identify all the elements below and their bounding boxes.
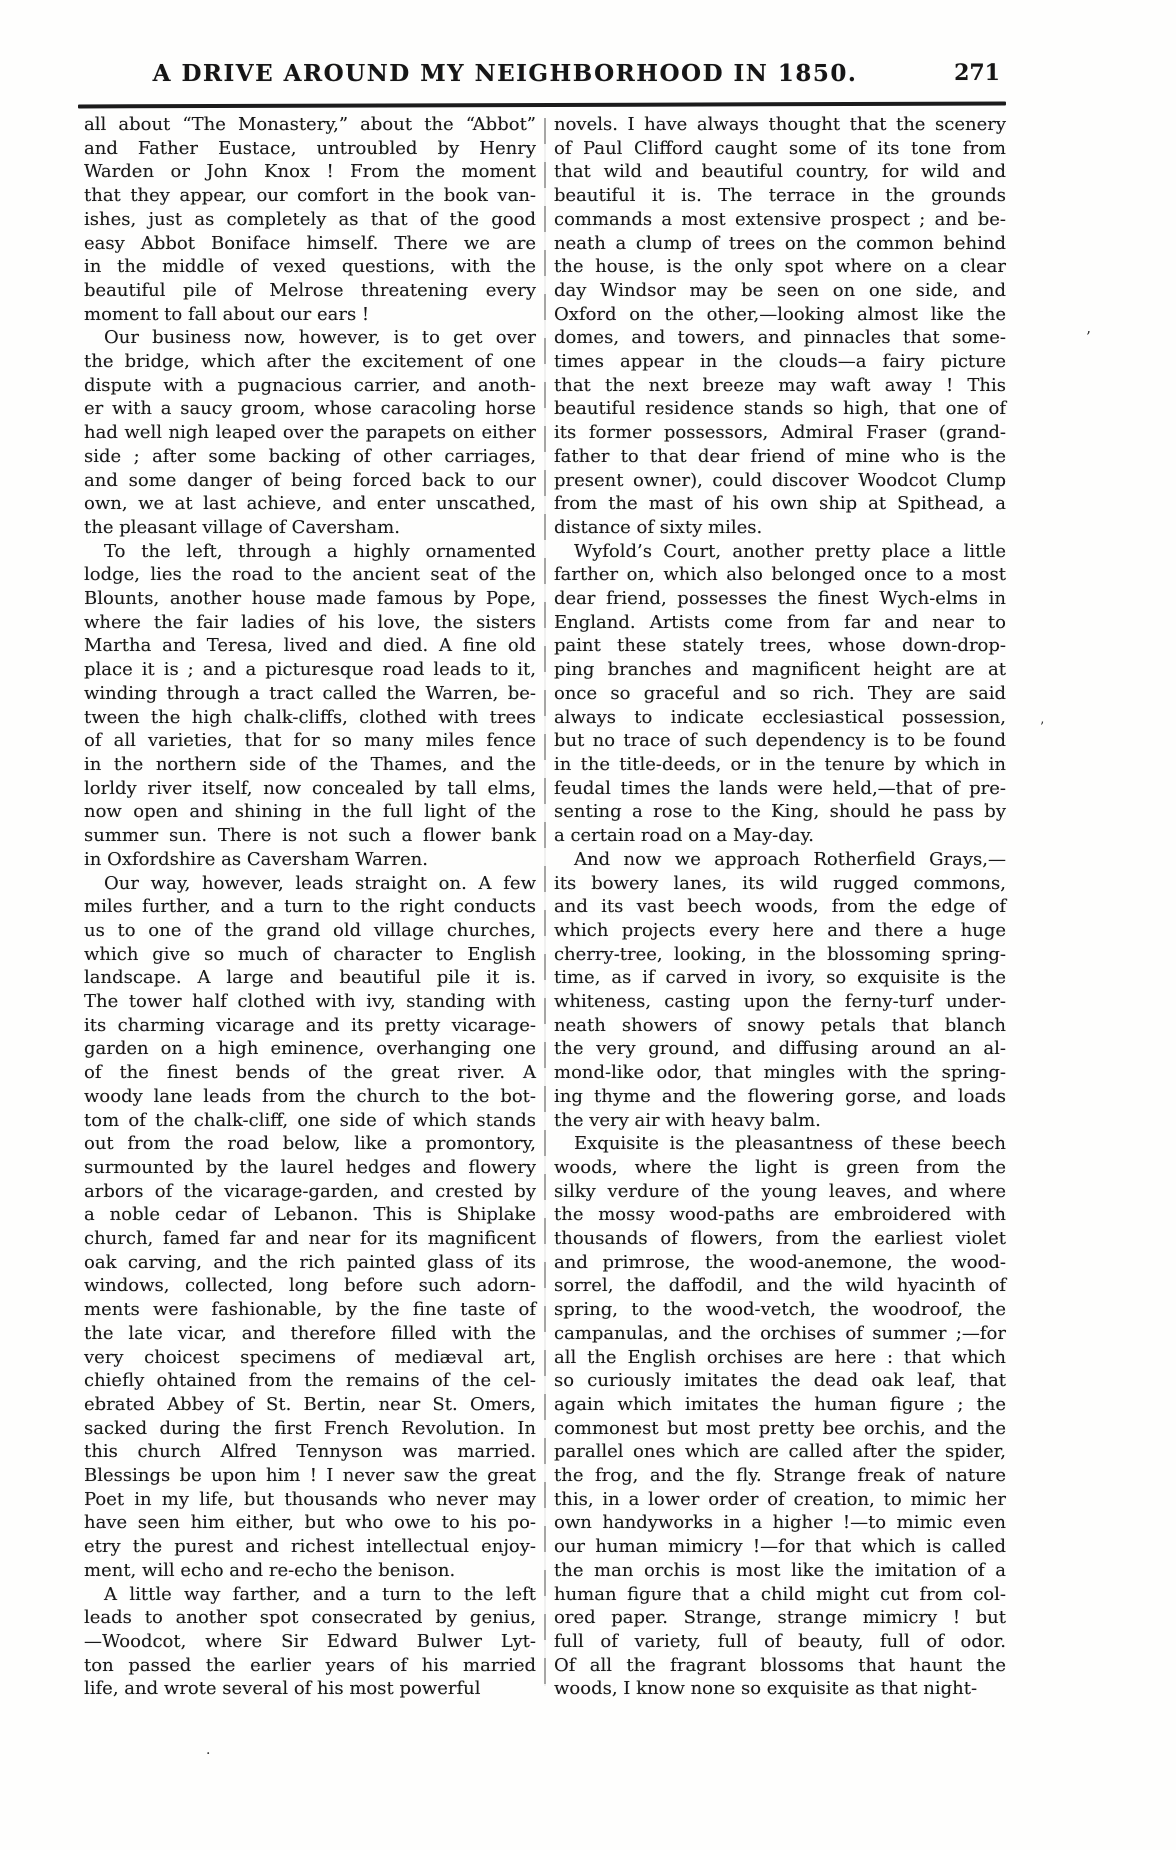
text-line: ment, will echo and re-echo the benison. bbox=[84, 1559, 456, 1581]
paragraph bbox=[554, 113, 1006, 540]
text-line: which give so much of character to English bbox=[84, 943, 536, 965]
text-line: our human mimicry !—for that which is called bbox=[554, 1536, 1006, 1558]
text-line: silky verdure of the young leaves, and where bbox=[554, 1180, 1006, 1202]
text-line: a certain road on a May-day. bbox=[554, 825, 815, 847]
text-line: easy Abbot Boniface himself. There we are bbox=[84, 232, 536, 254]
text-line: The tower half clothed with ivy, standing with bbox=[84, 991, 536, 1013]
text-line: oak carving, and the rich painted glass of its bbox=[84, 1251, 536, 1273]
text-line: neath showers of snowy petals that blanch bbox=[554, 1014, 1006, 1036]
text-line: of the finest bends of the great river. A bbox=[84, 1062, 536, 1084]
text-line: er with a saucy groom, whose caracoling horse bbox=[84, 398, 536, 420]
text-line: domes, and towers, and pinnacles that some- bbox=[554, 327, 1006, 349]
text-line: ored paper. Strange, strange mimicry ! but bbox=[554, 1607, 1006, 1629]
text-line: had well nigh leaped over the parapets on either bbox=[84, 422, 536, 444]
column-divider-line bbox=[544, 118, 546, 1686]
left-column bbox=[84, 113, 536, 1701]
text-line: To the left, through a highly ornamented bbox=[104, 540, 536, 562]
text-line: dispute with a pugnacious carrier, and anoth- bbox=[84, 374, 536, 396]
right-column bbox=[554, 113, 1006, 1701]
text-line: father to that dear friend of mine who is the bbox=[554, 445, 1006, 467]
text-line: that they appear, our comfort in the book van- bbox=[84, 185, 536, 207]
text-line: leads to another spot consecrated by genius, bbox=[84, 1607, 536, 1629]
text-line: ments were fashionable, by the fine taste of bbox=[84, 1299, 536, 1321]
text-line: parallel ones which are called after the spider, bbox=[554, 1441, 1006, 1463]
text-line: Our business now, however, is to get over bbox=[104, 327, 536, 349]
text-line: Wyfold’s Court, another pretty place a little bbox=[574, 540, 1006, 562]
text-line: own handyworks in a higher !—to mimic even bbox=[554, 1512, 1006, 1534]
text-line: whiteness, casting upon the ferny-turf under- bbox=[554, 991, 1006, 1013]
text-line: windows, collected, long before such adorn- bbox=[84, 1275, 536, 1297]
text-line: garden on a high eminence, overhanging one bbox=[84, 1038, 536, 1060]
text-line: its bowery lanes, its wild rugged commons, bbox=[554, 872, 1006, 894]
text-line: the bridge, which after the excitement of one bbox=[84, 351, 536, 373]
page-number: 271 bbox=[954, 60, 1000, 86]
text-line: Blounts, another house made famous by Pope, bbox=[84, 588, 536, 610]
text-line: ton passed the earlier years of his married bbox=[84, 1654, 536, 1676]
text-line: woody lane leads from the church to the bot- bbox=[84, 1085, 536, 1107]
text-line: all about “The Monastery,” about the “Abbot” bbox=[84, 114, 536, 135]
text-line: now open and shining in the full light of the bbox=[84, 801, 536, 823]
text-line: in the title-deeds, or in the tenure by which in bbox=[554, 753, 1006, 775]
running-header-title: A DRIVE AROUND MY NEIGHBORHOOD IN 1850. bbox=[152, 60, 858, 87]
text-line: present owner), could discover Woodcot Clump bbox=[554, 469, 1006, 491]
text-line: moment to fall about our ears ! bbox=[84, 303, 370, 325]
text-line: England. Artists come from far and near to bbox=[554, 611, 1006, 633]
header-rule bbox=[78, 102, 1006, 108]
text-line: campanulas, and the orchises of summer ;—for bbox=[554, 1322, 1006, 1344]
text-line: And now we approach Rotherfield Grays,— bbox=[574, 848, 1006, 870]
text-line: but no trace of such dependency is to be found bbox=[554, 730, 1006, 752]
text-line: distance of sixty miles. bbox=[554, 516, 763, 538]
text-line: very choicest specimens of mediæval art, bbox=[84, 1346, 536, 1368]
text-line: farther on, which also belonged once to a most bbox=[554, 564, 1006, 586]
text-line: church, famed far and near for its magnificent bbox=[84, 1228, 536, 1250]
text-line: commonest but most pretty bee orchis, and the bbox=[554, 1417, 1006, 1439]
text-line: from the mast of his own ship at Spithead, a bbox=[554, 493, 1006, 515]
text-line: and primrose, the wood-anemone, the wood- bbox=[554, 1251, 1006, 1273]
paragraph bbox=[84, 1583, 536, 1702]
text-line: novels. I have always thought that the scenery bbox=[554, 114, 1006, 135]
text-line: time, as if carved in ivory, so exquisite is the bbox=[554, 967, 1006, 989]
paragraph bbox=[554, 540, 1006, 848]
text-line: the very ground, and diffusing around an al- bbox=[554, 1038, 1006, 1060]
text-line: Exquisite is the pleasantness of these beech bbox=[574, 1133, 1006, 1155]
text-line: etry the purest and richest intellectual enjoy- bbox=[84, 1536, 536, 1558]
text-line: the frog, and the fly. Strange freak of nature bbox=[554, 1465, 1006, 1487]
text-line: paint these stately trees, whose down-drop- bbox=[554, 635, 1006, 657]
text-line: which projects every here and there a huge bbox=[554, 919, 1006, 941]
text-line: mond-like odor, that mingles with the spring- bbox=[554, 1062, 1006, 1084]
text-line: cherry-tree, looking, in the blossoming spring- bbox=[554, 943, 1006, 965]
text-line: A little way farther, and a turn to the left bbox=[104, 1583, 536, 1605]
text-line: tween the high chalk-cliffs, clothed with trees bbox=[84, 706, 536, 728]
text-line: of all varieties, that for so many miles fence bbox=[84, 730, 536, 752]
paragraph bbox=[554, 848, 1006, 1132]
scan-speck: ’ bbox=[1086, 328, 1091, 346]
text-line: Martha and Teresa, lived and died. A fine old bbox=[84, 635, 536, 657]
running-header bbox=[84, 60, 1006, 94]
text-line: day Windsor may be seen on one side, and bbox=[554, 279, 1006, 301]
text-line: neath a clump of trees on the common behind bbox=[554, 232, 1006, 254]
text-line: this, in a lower order of creation, to mimic her bbox=[554, 1488, 1006, 1510]
paragraph bbox=[84, 113, 536, 326]
text-line: woods, where the light is green from the bbox=[554, 1156, 1006, 1178]
text-line: this church Alfred Tennyson was married. bbox=[84, 1441, 536, 1463]
text-line: where the fair ladies of his love, the sisters bbox=[84, 611, 536, 633]
text-line: summer sun. There is not such a flower bank bbox=[84, 825, 536, 847]
text-line: again which imitates the human figure ; the bbox=[554, 1393, 1006, 1415]
text-line: sacked during the first French Revolution. In bbox=[84, 1417, 536, 1439]
text-line: beautiful it is. The terrace in the grounds bbox=[554, 185, 1006, 207]
text-line: a noble cedar of Lebanon. This is Shiplake bbox=[84, 1204, 536, 1226]
text-line: dear friend, possesses the finest Wych-elms in bbox=[554, 588, 1006, 610]
scan-speck: · bbox=[206, 1746, 211, 1762]
text-line: beautiful residence stands so high, that one of bbox=[554, 398, 1006, 420]
text-line: miles further, and a turn to the right conducts bbox=[84, 896, 536, 918]
text-line: feudal times the lands were held,—that of pre- bbox=[554, 777, 1006, 799]
text-line: Blessings be upon him ! I never saw the great bbox=[84, 1465, 536, 1487]
text-line: full of variety, full of beauty, full of odor. bbox=[554, 1631, 1006, 1652]
text-line: that the next breeze may waft away ! This bbox=[554, 374, 1006, 396]
text-line: Poet in my life, but thousands who never may bbox=[84, 1488, 536, 1510]
text-line: thousands of flowers, from the earliest violet bbox=[554, 1228, 1006, 1250]
paragraph bbox=[84, 326, 536, 539]
paragraph bbox=[84, 540, 536, 872]
text-line: the mossy wood-paths are embroidered with bbox=[554, 1204, 1006, 1226]
text-line: and its vast beech woods, from the edge of bbox=[554, 896, 1006, 918]
text-line: lorldy river itself, now concealed by tall elms, bbox=[84, 777, 536, 799]
text-line: landscape. A large and beautiful pile it is. bbox=[84, 967, 536, 989]
text-line: ping branches and magnificent height are at bbox=[554, 659, 1006, 681]
text-line: ebrated Abbey of St. Bertin, near St. Omers, bbox=[84, 1393, 536, 1415]
text-line: out from the road below, like a promontory, bbox=[84, 1133, 536, 1155]
text-line: always to indicate ecclesiastical possession, bbox=[554, 706, 1006, 728]
text-line: side ; after some backing of other carriages, bbox=[84, 445, 536, 467]
text-line: surmounted by the laurel hedges and flowery bbox=[84, 1156, 536, 1178]
text-line: life, and wrote several of his most powerful bbox=[84, 1678, 481, 1700]
text-line: ishes, just as completely as that of the good bbox=[84, 208, 536, 230]
text-line: winding through a tract called the Warren, be- bbox=[84, 682, 536, 704]
text-line: beautiful pile of Melrose threatening every bbox=[84, 279, 536, 301]
text-line: have seen him either, but who owe to his po- bbox=[84, 1512, 536, 1534]
text-line: lodge, lies the road to the ancient seat of the bbox=[84, 564, 536, 586]
text-line: in Oxfordshire as Caversham Warren. bbox=[84, 848, 428, 870]
text-line: all the English orchises are here : that which bbox=[554, 1346, 1006, 1368]
text-line: sorrel, the daffodil, and the wild hyacinth of bbox=[554, 1275, 1006, 1297]
text-line: the pleasant village of Caversham. bbox=[84, 516, 400, 538]
text-line: the late vicar, and therefore filled with the bbox=[84, 1322, 536, 1344]
text-line: its former possessors, Admiral Fraser (grand- bbox=[554, 422, 1006, 444]
text-line: its charming vicarage and its pretty vicarage- bbox=[84, 1014, 536, 1036]
text-line: tom of the chalk-cliff, one side of which stands bbox=[84, 1109, 536, 1131]
text-line: the man orchis is most like the imitation of a bbox=[554, 1559, 1006, 1581]
text-line: of Paul Clifford caught some of its tone from bbox=[554, 137, 1006, 159]
text-line: spring, to the wood-vetch, the woodroof, the bbox=[554, 1299, 1006, 1321]
text-line: times appear in the clouds—a fairy picture bbox=[554, 351, 1006, 373]
text-line: chiefly ohtained from the remains of the cel- bbox=[84, 1370, 536, 1392]
paragraph bbox=[84, 872, 536, 1583]
text-line: us to one of the grand old village churches, bbox=[84, 919, 536, 941]
text-line: human figure that a child might cut from col- bbox=[554, 1583, 1006, 1605]
text-line: the very air with heavy balm. bbox=[554, 1109, 821, 1131]
text-line: woods, I know none so exquisite as that night- bbox=[554, 1678, 978, 1700]
text-line: Of all the fragrant blossoms that haunt the bbox=[554, 1654, 1006, 1676]
text-line: own, we at last achieve, and enter unscathed, bbox=[84, 493, 536, 515]
text-line: that wild and beautiful country, for wild and bbox=[554, 161, 1006, 183]
text-line: once so graceful and so rich. They are said bbox=[554, 682, 1006, 704]
text-line: and Father Eustace, untroubled by Henry bbox=[84, 137, 536, 159]
text-line: Warden or John Knox ! From the moment bbox=[84, 161, 536, 183]
scan-speck: ’ bbox=[1040, 720, 1045, 735]
text-line: in the middle of vexed questions, with the bbox=[84, 256, 536, 278]
text-line: so curiously imitates the dead oak leaf, that bbox=[554, 1370, 1006, 1392]
text-line: arbors of the vicarage-garden, and crested by bbox=[84, 1180, 536, 1202]
paragraph bbox=[554, 1132, 1006, 1701]
text-line: place it is ; and a picturesque road leads to it, bbox=[84, 659, 536, 681]
text-line: —Woodcot, where Sir Edward Bulwer Lyt- bbox=[84, 1631, 536, 1652]
text-line: in the northern side of the Thames, and the bbox=[84, 753, 536, 775]
text-line: the house, is the only spot where on a clear bbox=[554, 256, 1006, 278]
text-line: and some danger of being forced back to our bbox=[84, 469, 536, 491]
text-line: senting a rose to the King, should he pass by bbox=[554, 801, 1006, 823]
text-line: ing thyme and the flowering gorse, and loads bbox=[554, 1085, 1006, 1107]
text-line: Our way, however, leads straight on. A few bbox=[104, 872, 536, 894]
text-line: Oxford on the other,—looking almost like the bbox=[554, 303, 1006, 325]
text-line: commands a most extensive prospect ; and be- bbox=[554, 208, 1006, 230]
